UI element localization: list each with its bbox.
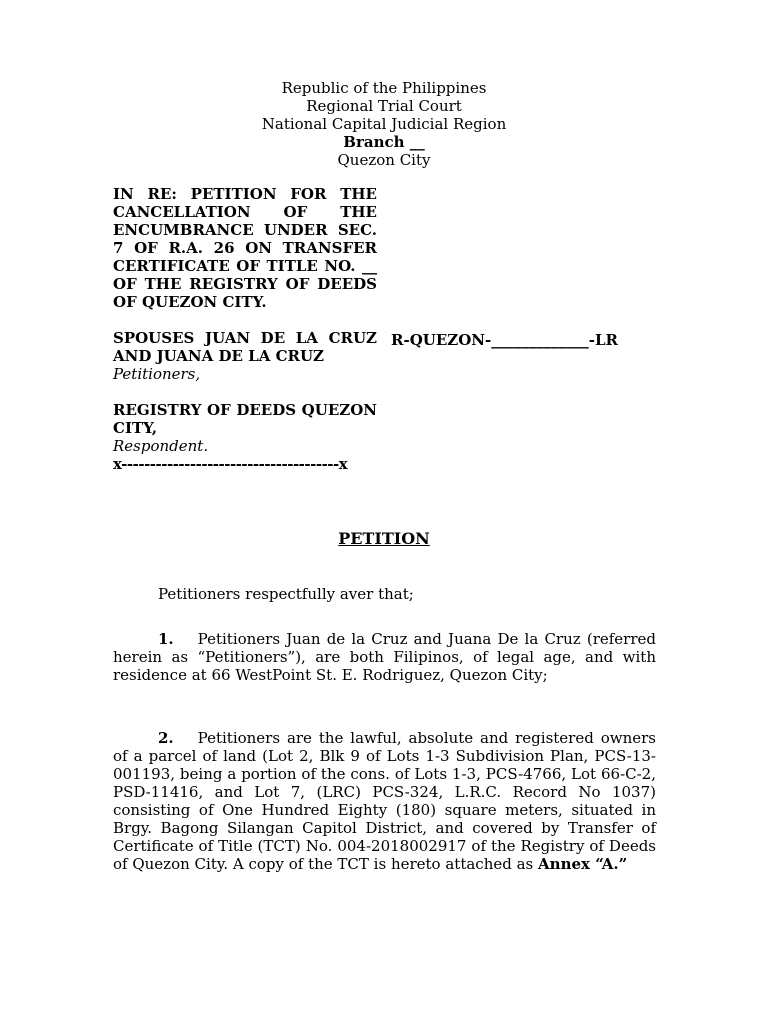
case-caption: [113, 185, 377, 473]
caption-petitioners-names: SPOUSES JUAN DE LA CRUZ AND JUANA DE LA CRUZ: [113, 329, 377, 365]
paragraph-1-number: 1.: [158, 630, 174, 648]
intro-paragraph: [113, 585, 656, 603]
header-court: Regional Trial Court: [306, 97, 462, 115]
document-title: PETITION: [338, 529, 430, 548]
paragraph-2-annex: Annex “A.”: [538, 855, 628, 873]
paragraph-2: [113, 729, 656, 873]
intro-text: Petitioners respectfully aver that;: [158, 585, 414, 603]
caption-respondent-name: REGISTRY OF DEEDS QUEZON CITY,: [113, 401, 377, 437]
paragraph-1: [113, 630, 656, 684]
caption-in-re: IN RE: PETITION FOR THE CANCELLATION OF THE ENCUMBRANCE UNDER SEC. 7 OF R.A. 26 ON TRANSFER CERTIFICATE OF TITLE NO. __ OF THE REGISTRY OF DEEDS OF QUEZON CITY.: [113, 185, 377, 311]
paragraph-2-number: 2.: [158, 729, 174, 747]
case-number: R-QUEZON-_____________-LR: [391, 331, 618, 349]
caption-respondent-label: Respondent.: [113, 437, 209, 455]
court-header: [0, 79, 768, 169]
paragraph-2-text: Petitioners are the lawful, absolute and registered owners of a parcel of land (Lot 2, Blk 9 of Lots 1-3 Subdivision Plan, PCS-13-001193, being a portion of the cons. of Lots 1-3, PCS-4766, Lot 66-C-2, PSD-11416, and Lot 7, (LRC) PCS-324, L.R.C. Record No 1037) consisting of One Hundred Eighty (180) square meters, situated in Brgy. Bagong Silangan Capitol District, and covered by Transfer of Certificate of Title (TCT) No. 004-2018002917 of the Registry of Deeds of Quezon City. A copy of the TCT is hereto attached as: [113, 729, 656, 873]
caption-petitioners-label: Petitioners,: [113, 365, 201, 383]
paragraph-1-text: Petitioners Juan de la Cruz and Juana De la Cruz (referred herein as “Petitioners”), are both Filipinos, of legal age, and with residence at 66 WestPoint St. E. Rodriguez, Quezon City;: [113, 630, 656, 684]
caption-separator: x--------------------------------------x: [113, 455, 348, 473]
header-republic: Republic of the Philippines: [281, 79, 487, 97]
header-branch: Branch __: [343, 133, 425, 151]
header-city: Quezon City: [337, 151, 431, 169]
header-region: National Capital Judicial Region: [261, 115, 507, 133]
